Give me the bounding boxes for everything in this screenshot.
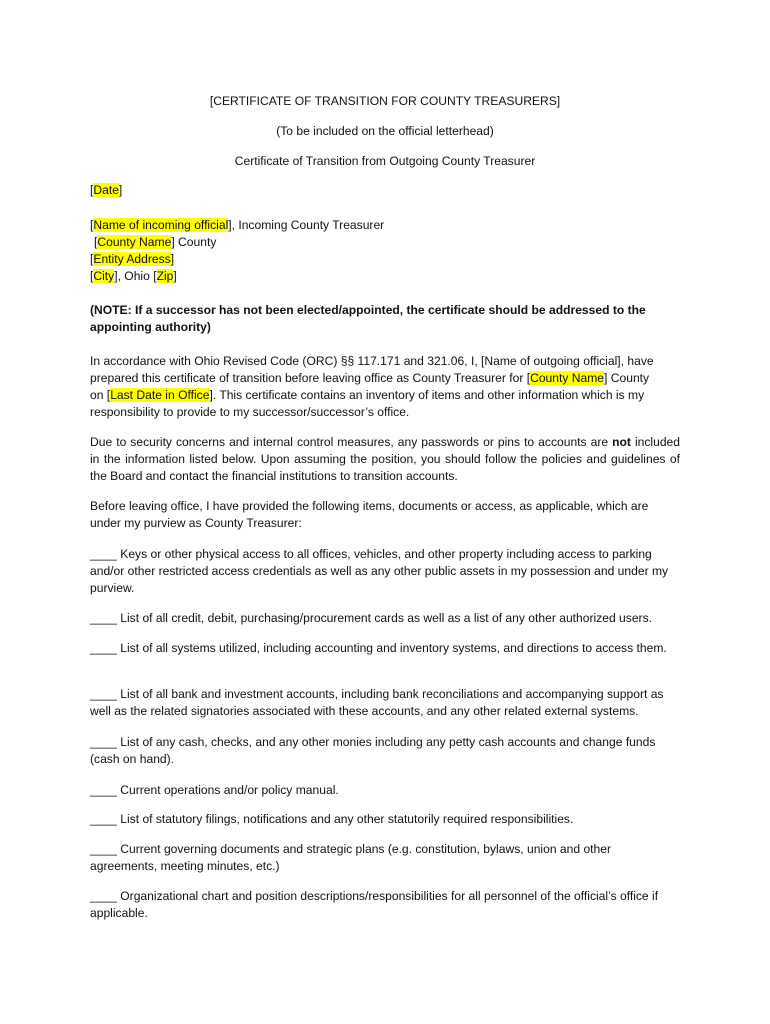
list-item: ____ List of statutory filings, notifications and any other statutorily required responsibilities. (90, 812, 574, 826)
address-line-3: [Entity Address] (90, 252, 175, 266)
list-item: ____ Keys or other physical access to all offices, vehicles, and other property including access to parking and/or other restricted access credentials as well as any other public assets in my possession and under my purview. (90, 547, 669, 595)
document-title: [CERTIFICATE OF TRANSITION FOR COUNTY TREASURERS] (209, 94, 561, 108)
successor-note: (NOTE: If a successor has not been elected/appointed, the certificate should be addressed to the appointing authority) (90, 303, 646, 334)
address-line-2: [County Name] County (94, 235, 217, 249)
city-placeholder: City (93, 269, 115, 283)
recipient-address (90, 217, 680, 285)
date-line: [Date] (90, 183, 123, 197)
last-date-placeholder: Last Date in Office (110, 388, 210, 402)
list-item: ____ List of any cash, checks, and any other monies including any petty cash accounts and change funds (cash on hand). (90, 735, 656, 766)
list-item: ____ List of all bank and investment accounts, including bank reconciliations and accompanying support as well as the related signatories associated with these accounts, and any other related external systems. (90, 687, 664, 718)
county-name-placeholder: County Name (530, 371, 605, 385)
paragraph-security: Due to security concerns and internal control measures, any passwords or pins to accounts are not included in the information listed below. Upon assuming the position, you should follow the policies and guidelines of the Board and contact the financial institutions to transition accounts. (90, 435, 680, 483)
incoming-official-placeholder: Name of incoming official (93, 218, 229, 232)
list-item: ____ Current governing documents and strategic plans (e.g. constitution, bylaws, union and other agreements, meeting minutes, etc.) (90, 842, 612, 873)
address-line-4: [City], Ohio [Zip] (90, 269, 177, 283)
paragraph-orc: In accordance with Ohio Revised Code (ORC) §§ 117.171 and 321.06, I, [Name of outgoing official], have prepared this certificate of transition before leaving office as County Treasurer for [County Name] County on [Last Date in Office]. This certificate contains an inventory of items and other information which is my responsibility to provide to my successor/successor’s office. (90, 354, 654, 419)
zip-placeholder: Zip (156, 269, 174, 283)
letterhead-note: (To be included on the official letterhead) (276, 124, 494, 138)
list-item: ____ Current operations and/or policy manual. (90, 783, 339, 797)
date-placeholder: Date (93, 183, 119, 197)
list-item: ____ Organizational chart and position descriptions/responsibilities for all personnel of the official’s office if applicable. (90, 889, 659, 920)
list-item: ____ List of all credit, debit, purchasing/procurement cards as well as a list of any other authorized users. (90, 611, 652, 625)
paragraph-intro: Before leaving office, I have provided the following items, documents or access, as applicable, which are under my purview as County Treasurer: (90, 499, 649, 530)
address-line-1: [Name of incoming official], Incoming County Treasurer (90, 218, 385, 232)
document-subtitle: Certificate of Transition from Outgoing County Treasurer (234, 154, 536, 168)
county-name-placeholder: County Name (97, 235, 172, 249)
entity-address-placeholder: Entity Address (93, 252, 171, 266)
list-item: ____ List of all systems utilized, including accounting and inventory systems, and directions to access them. (90, 641, 667, 655)
